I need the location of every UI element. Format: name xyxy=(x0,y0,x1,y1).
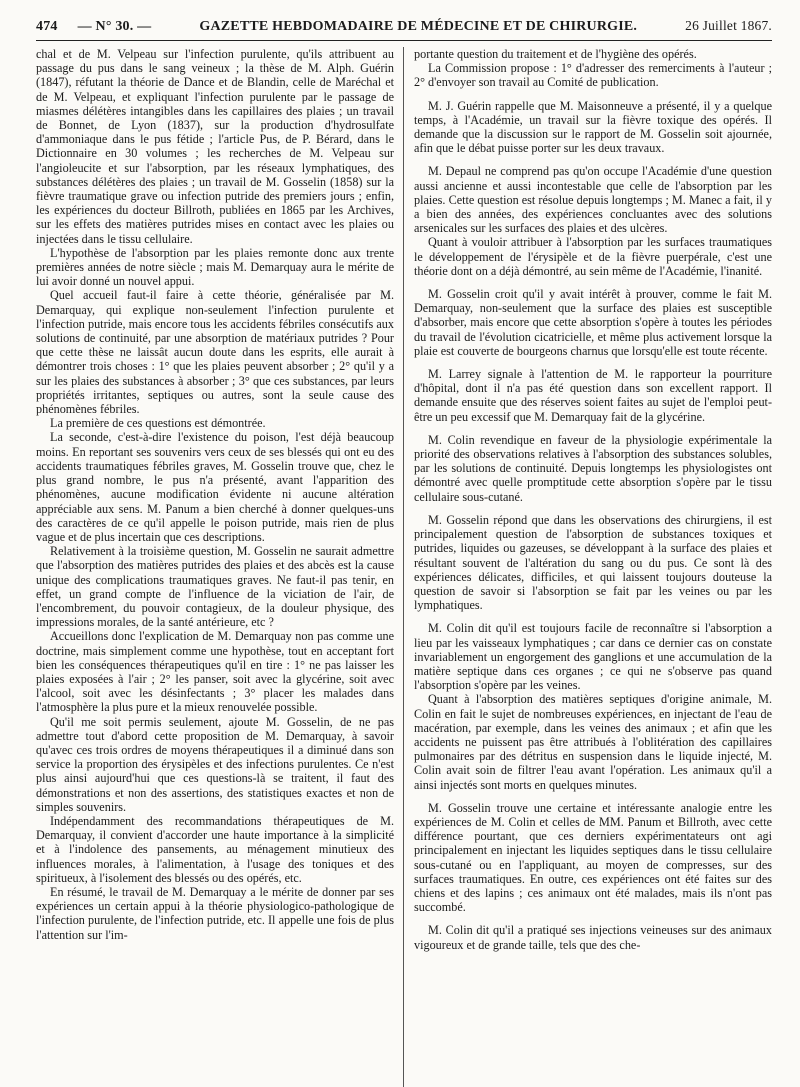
page-header xyxy=(36,18,772,41)
paragraph: La première de ces questions est démontrée. xyxy=(50,416,266,431)
paragraph: M. Gosselin répond que dans les observations des chirurgiens, il est principalement question de l'absorption de substances toxiques et putrides, liquides ou gazeuses, se développant à la surface des plaies et résultant souvent de l'altération du sang ou du pus. Ce sont là des expériences délicates, difficiles, et qui laissent toujours douteuse la question de savoir si l'absorption se fait par les veines ou par les lymphatiques. xyxy=(414,512,772,613)
paragraph: Quel accueil faut-il faire à cette théorie, généralisée par M. Demarquay, qui explique non-seulement l'infection purulente et l'infection putride, mais encore tous les accidents fébriles consécutifs aux solutions de continuité, par une absorption de matériaux putrides ? Pour que cette thèse ne laissât aucun doute dans les esprits, elle aurait à démontrer trois choses : 1° que les plaies peuvent absorber ; 2° qu'il y a sur les plaies des substances à absorber ; 3° que ces substances, par leurs propriétés irritantes, septiques ou autres, sont la seule cause des phénomènes fébriles. xyxy=(36,288,394,417)
paragraph: M. Colin revendique en faveur de la physiologie expérimentale la priorité des observations relatives à l'absorption des substances solubles, par les solutions de continuité. Depuis longtemps les physiologistes ont démontré avec quelle promptitude cette absorption s'opère par le tissu cellulaire sous-cutané. xyxy=(414,432,772,504)
paragraph: En résumé, le travail de M. Demarquay a le mérite de donner par ses expériences un certain appui à la théorie physiologico-pathologique de l'infection purulente, de l'infection putride, etc. Il appelle une fois de plus l'attention sur l'im- xyxy=(36,884,394,942)
page-number: 474 xyxy=(36,19,58,34)
paragraph: M. Colin dit qu'il est toujours facile de reconnaître si l'absorption a lieu par les vaisseaux lymphatiques ; car dans ce dernier cas on constate invariablement un engorgement des ganglions et une accumulation de la matière septique dans ces organes ; ce qui ne s'observe pas quand l'absorption s'opère par les veines. xyxy=(414,621,772,693)
paragraph: Indépendamment des recommandations thérapeutiques de M. Demarquay, il convient d'accorder une haute importance à la simplicité et à l'indolence des pansements, au ménagement minutieux des influences morales, à l'alimentation, à l'usage des toniques et des spiritueux, à l'isolement des blessés ou des opérés, etc. xyxy=(36,813,394,885)
paragraph: L'hypothèse de l'absorption par les plaies remonte donc aux trente premières années de notre siècle ; mais M. Demarquay aura le mérite de lui avoir donné un nouvel appui. xyxy=(36,245,394,289)
paragraph: M. Depaul ne comprend pas qu'on occupe l'Académie d'une question aussi ancienne et aussi incontestable que celle de l'absorption par les plaies. Cette question est résolue depuis longtemps ; M. Manec a fait, il y a bien des années, des expériences concluantes avec des solutions arsenicales sur les surfaces des plaies et des ulcères. xyxy=(414,164,772,236)
text-columns xyxy=(36,47,772,1087)
right-column xyxy=(404,47,772,1087)
paragraph: chal et de M. Velpeau sur l'infection purulente, qu'ils attribuent au passage du pus dans le sang veineux ; la thèse de M. Alph. Guérin (1847), réfutant la théorie de Dance et de Blandin, celle de Maréchal et de M. Velpeau, et expliquant l'infection purulente par le passage de miasmes délétères intangibles dans les capillaires des plaies ; un travail de Bonnet, de Lyon (1837), sur la production d'hydrosulfate d'ammoniaque dans le pus fétide ; l'article Pus, de P. Bérard, dans le Dictionnaire en 30 volumes ; les recherches de M. Velpeau sur l'angioleucite et sur l'absorption, par les réseaux lymphatiques, des substances délétères des plaies ; un travail de M. Gosselin (1858) sur la fièvre traumatique grave ou infection putride des premiers jours ; enfin, les expériences du docteur Billroth, publiées en 1865 par les Archives, sur les effets des matières putrides mises en contact avec les plaies ou injectées dans le tissu cellulaire. xyxy=(36,47,394,246)
paragraph: M. Larrey signale à l'attention de M. le rapporteur la pourriture d'hôpital, dont il n'a pas été question dans son excellent rapport. Il demande ensuite que des réserves soient faites au sujet de l'emploi peut-être un peu excessif que M. Demarquay fait de la glycérine. xyxy=(414,367,772,424)
paragraph: M. Colin dit qu'il a pratiqué ses injections veineuses sur des animaux vigoureux et de grande taille, tels que des che- xyxy=(414,923,772,952)
paragraph: M. Gosselin trouve une certaine et intéressante analogie entre les expériences de M. Colin et celles de MM. Panum et Billroth, avec cette différence pourtant, que ces derniers expérimentateurs ont agi principalement en injectant les liquides septiques dans le tissu cellulaire sous-cutané ou en l'appliquant, au moyen de compresses, sur des surfaces traumatiques. En outre, ces expériences ont été faites sur des chiens et des lapins ; ces animaux ont été malades, mais ils n'ont pas succombé. xyxy=(414,800,772,915)
issue-number: — N° 30. — xyxy=(77,19,152,34)
journal-title: GAZETTE HEBDOMADAIRE DE MÉDECINE ET DE CHIRURGIE. xyxy=(199,19,638,34)
paragraph: portante question du traitement et de l'hygiène des opérés. xyxy=(414,47,697,61)
paragraph: M. Gosselin croit qu'il y avait intérêt à prouver, comme le fait M. Demarquay, non-seulement que la surface des plaies est susceptible d'absorber, mais encore que cette absorption s'opère à toutes les périodes du travail de l'évolution cicatricielle, et même plus activement lorsque la plaie est couverte de bourgeons charnus que lorsqu'elle est toute récente. xyxy=(414,287,772,358)
paragraph: La Commission propose : 1° d'adresser des remerciments à l'auteur ; 2° d'envoyer son travail au Comité de publication. xyxy=(414,61,772,90)
left-column xyxy=(36,47,404,1087)
paragraph: M. J. Guérin rappelle que M. Maisonneuve a présenté, il y a quelque temps, à l'Académie, un travail sur la fièvre toxique des opérés. Il demande que la discussion sur le rapport de M. Gosselin soit ajournée, afin que le débat puisse porter sur les deux travaux. xyxy=(414,98,772,156)
paragraph: Quant à vouloir attribuer à l'absorption par les surfaces traumatiques le développement de l'érysipèle et de la fièvre puerpérale, c'est une théorie dont on a déjà démontré, au sein même de l'Académie, l'inanité. xyxy=(414,235,772,278)
paragraph: La seconde, c'est-à-dire l'existence du poison, l'est déjà beaucoup moins. En reportant ses souvenirs vers ceux de ses blessés qui ont eu des accidents traumatiques fébriles graves, M. Gosselin trouve que, chez le plus grand nombre, le pus n'a présenté, avant l'apparition des phénomènes, aucune modification évidente ni aucune altération appréciable aux sens. M. Panum a bien cherché à donner quelques-uns des caractères de ce qu'il appelle le poison putride, mais rien de plus vague et de plus incertain que ces descriptions. xyxy=(36,430,394,544)
issue-date: 26 Juillet 1867. xyxy=(685,18,772,33)
paragraph: Quant à l'absorption des matières septiques d'origine animale, M. Colin en fait le sujet de nombreuses expériences, en injectant de l'eau de macération, par exemple, dans les veines des animaux ; et afin que les accidents ne puissent pas être attribués à l'oblitération des capillaires pulmonaires par des détritus en suspension dans le liquide injecté, M. Colin avait soin de filtrer l'eau avant l'opération. Les animaux qu'il a ainsi injectés sont morts en quelques minutes. xyxy=(414,692,772,792)
paragraph: Qu'il me soit permis seulement, ajoute M. Gosselin, de ne pas admettre tout d'abord cette proposition de M. Demarquay, à savoir qu'avec ces trois ordres de moyens thérapeutiques il a diminué dans son service la proportion des érysipèles et des infections purulentes. Ce n'est plus ainsi aujourd'hui que ces questions-là se traitent, il faut des démonstrations et non des assertions, des statistiques exactes et non de simples souvenirs. xyxy=(36,714,394,814)
paragraph: Relativement à la troisième question, M. Gosselin ne saurait admettre que l'absorption des matières putrides des plaies et des abcès est la cause unique des complications traumatiques graves. Ne faut-il pas tenir, en effet, un grand compte de l'influence de la viciation de l'air, de l'encombrement, du pouvoir contagieux, de la douleur physique, des impressions morales, de la santé antérieure, etc ? xyxy=(36,544,394,630)
paragraph: Accueillons donc l'explication de M. Demarquay non pas comme une doctrine, mais simplement comme une hypothèse, tout en acceptant fort bien les conséquences thérapeutiques qu'il en tire : 1° ne pas laisser les plaies exposées à l'air ; 2° les panser, soit avec la glycérine, soit avec l'alcool, soit avec les désinfectants ; 3° placer les malades dans l'atmosphère la plus pure et la mieux renouvelée possible. xyxy=(36,629,394,715)
